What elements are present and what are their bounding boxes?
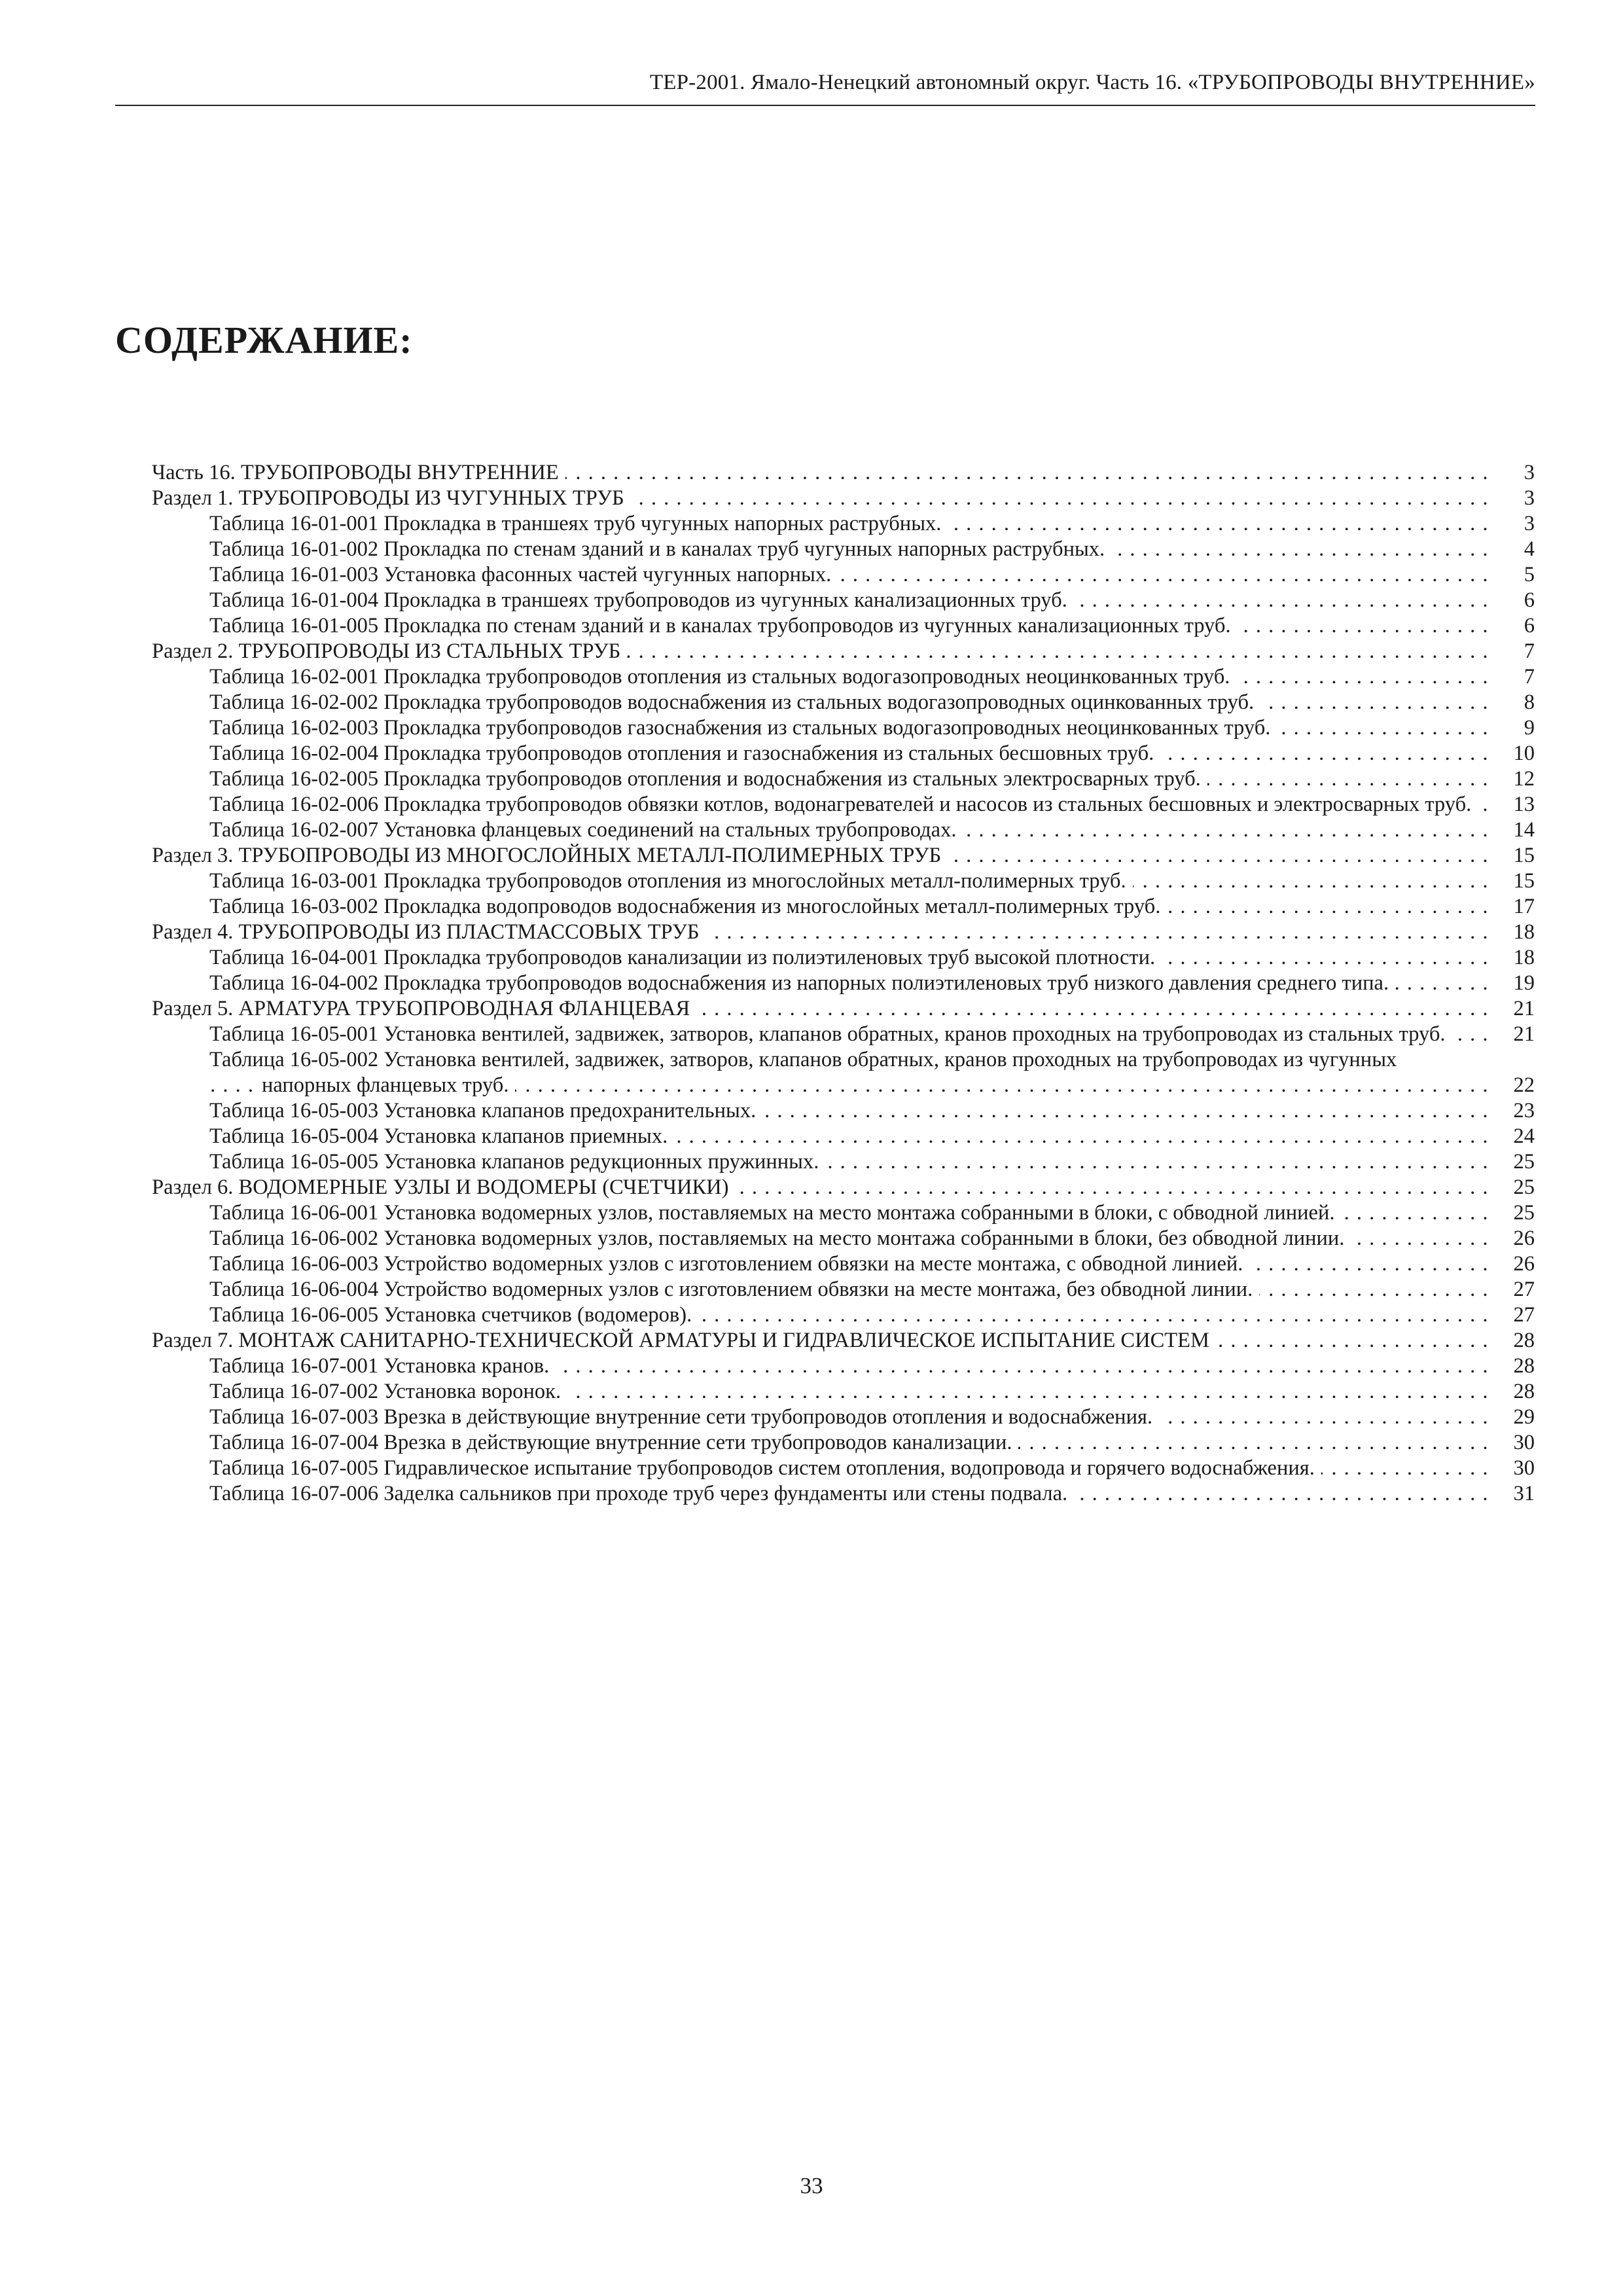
toc-section-entry[interactable] (152, 460, 1535, 486)
toc-entry-title (209, 1124, 1489, 1149)
toc-table-entry[interactable] (152, 1226, 1535, 1251)
toc-entry-label: Таблица 16-03-001 Прокладка трубопроводов отопления из многослойных металл-полимерных труб. (209, 869, 1133, 893)
toc-page-number: 18 (1489, 920, 1535, 945)
toc-table-entry[interactable] (152, 1022, 1535, 1047)
toc-table-entry[interactable] (152, 1354, 1535, 1379)
toc-page-number: 25 (1489, 1175, 1535, 1200)
toc-page-number: 5 (1489, 562, 1535, 588)
toc-page-number: 26 (1489, 1226, 1535, 1251)
toc-entry-title (152, 843, 1489, 869)
toc-entry-label: Таблица 16-01-002 Прокладка по стенам зданий и в каналах труб чугунных напорных раструбных. (209, 537, 1111, 561)
toc-table-entry[interactable] (152, 1149, 1535, 1175)
toc-table-entry[interactable] (152, 741, 1535, 766)
toc-page-number: 10 (1489, 741, 1535, 766)
toc-page-number: 18 (1489, 945, 1535, 971)
toc-page-number: 15 (1489, 869, 1535, 894)
toc-page-number: 25 (1489, 1149, 1535, 1175)
toc-entry-label: Раздел 2. ТРУБОПРОВОДЫ ИЗ СТАЛЬНЫХ ТРУБ (152, 639, 627, 663)
toc-page-number: 14 (1489, 817, 1535, 843)
toc-table-entry[interactable] (152, 1200, 1535, 1226)
running-header: ТЕР-2001. Ямало-Ненецкий автономный округ. Часть 16. «ТРУБОПРОВОДЫ ВНУТРЕННИЕ» (649, 71, 1535, 94)
toc-section-entry[interactable] (152, 486, 1535, 511)
toc-entry-label: Таблица 16-02-006 Прокладка трубопроводов обвязки котлов, водонагревателей и насосов из стальных бесшовных и электросварных труб. (209, 793, 1478, 816)
toc-page-number: 27 (1489, 1302, 1535, 1328)
toc-table-entry[interactable] (152, 1277, 1535, 1302)
toc-page-number: 3 (1489, 511, 1535, 537)
toc-page-number: 28 (1489, 1328, 1535, 1354)
table-of-contents (152, 460, 1535, 1507)
toc-page-number: 22 (1489, 1073, 1535, 1098)
toc-entry-title (209, 741, 1489, 766)
toc-entry-title (152, 1175, 1489, 1200)
toc-table-entry[interactable] (152, 869, 1535, 894)
toc-page-number: 13 (1489, 792, 1535, 817)
toc-entry-label: Таблица 16-01-004 Прокладка в траншеях трубопроводов из чугунных канализационных труб. (209, 588, 1074, 612)
toc-entry-label: Таблица 16-02-001 Прокладка трубопроводов отопления из стальных водогазопроводных неоцинкованных труб. (209, 665, 1236, 689)
toc-entry-title (152, 1328, 1489, 1354)
toc-table-entry[interactable] (152, 588, 1535, 613)
toc-entry-label: Таблица 16-05-003 Установка клапанов предохранительных. (209, 1099, 762, 1122)
toc-entry-label: Раздел 4. ТРУБОПРОВОДЫ ИЗ ПЛАСТМАССОВЫХ ТРУБ (152, 920, 706, 944)
toc-section-entry[interactable] (152, 996, 1535, 1022)
toc-entry-title (152, 460, 1489, 486)
toc-entry-title (209, 1047, 1489, 1098)
toc-entry-title (209, 971, 1489, 996)
toc-entry-label: Раздел 7. МОНТАЖ САНИТАРНО-ТЕХНИЧЕСКОЙ АРМАТУРЫ И ГИДРАВЛИЧЕСКОЕ ИСПЫТАНИЕ СИСТЕМ (152, 1329, 1216, 1352)
toc-table-entry[interactable] (152, 1430, 1535, 1456)
toc-entry-title (209, 1277, 1489, 1302)
toc-page-number: 4 (1489, 537, 1535, 562)
toc-section-entry[interactable] (152, 1175, 1535, 1200)
toc-page-number: 7 (1489, 664, 1535, 690)
toc-page-number: 31 (1489, 1481, 1535, 1507)
toc-page-number: 17 (1489, 894, 1535, 920)
toc-entry-title (209, 1481, 1489, 1507)
toc-entry-label: Раздел 1. ТРУБОПРОВОДЫ ИЗ ЧУГУННЫХ ТРУБ (152, 486, 631, 510)
toc-entry-label: Таблица 16-07-006 Заделка сальников при проходе труб через фундаменты или стены подвала. (209, 1482, 1074, 1505)
toc-table-entry[interactable] (152, 1456, 1535, 1481)
toc-page-number: 28 (1489, 1354, 1535, 1379)
toc-table-entry[interactable] (152, 1379, 1535, 1405)
toc-entry-title (209, 1456, 1489, 1481)
toc-page-number: 12 (1489, 766, 1535, 792)
toc-page-number: 21 (1489, 1022, 1535, 1047)
toc-entry-label: Таблица 16-06-003 Устройство водомерных узлов с изготовлением обвязки на месте монтажа, с обводной линией. (209, 1252, 1249, 1276)
toc-table-entry[interactable] (152, 537, 1535, 562)
toc-table-entry[interactable] (152, 664, 1535, 690)
toc-entry-title (209, 664, 1489, 690)
toc-table-entry[interactable] (152, 894, 1535, 920)
toc-table-entry[interactable] (152, 1124, 1535, 1149)
toc-section-entry[interactable] (152, 639, 1535, 664)
toc-entry-title (152, 486, 1489, 511)
toc-entry-title (209, 1302, 1489, 1328)
toc-entry-label: Таблица 16-02-002 Прокладка трубопроводов водоснабжения из стальных водогазопроводных оцинкованных труб. (209, 691, 1260, 714)
toc-page-number: 30 (1489, 1430, 1535, 1456)
toc-entry-label: Таблица 16-05-002 Установка вентилей, задвижек, затворов, клапанов обратных, кранов проходных на трубопроводах из чугунных напорных фланцевых труб. (209, 1048, 1397, 1097)
toc-entry-title (209, 511, 1489, 537)
toc-entry-label: Таблица 16-01-003 Установка фасонных частей чугунных напорных. (209, 563, 838, 586)
toc-page-number: 24 (1489, 1124, 1535, 1149)
toc-entry-label: Таблица 16-06-004 Устройство водомерных узлов с изготовлением обвязки на месте монтажа, без обводной линии. (209, 1278, 1259, 1301)
toc-page-number: 23 (1489, 1098, 1535, 1124)
toc-page-number: 25 (1489, 1200, 1535, 1226)
toc-table-entry[interactable] (152, 1251, 1535, 1277)
toc-table-entry[interactable] (152, 971, 1535, 996)
toc-page-number: 30 (1489, 1456, 1535, 1481)
toc-page-number: 19 (1489, 971, 1535, 996)
toc-entry-title (209, 588, 1489, 613)
page-number: 33 (800, 2173, 823, 2198)
toc-table-entry[interactable] (152, 792, 1535, 817)
toc-entry-label: Таблица 16-07-002 Установка воронок. (209, 1380, 567, 1403)
toc-page-number: 27 (1489, 1277, 1535, 1302)
toc-entry-title (209, 1354, 1489, 1379)
toc-page-number: 21 (1489, 996, 1535, 1022)
header-rule (115, 105, 1535, 106)
toc-entry-label: Таблица 16-07-004 Врезка в действующие внутренние сети трубопроводов канализации. (209, 1431, 1018, 1454)
toc-table-entry[interactable] (152, 766, 1535, 792)
toc-entry-title (209, 715, 1489, 741)
toc-entry-title (209, 1200, 1489, 1226)
toc-page-number: 28 (1489, 1379, 1535, 1405)
toc-entry-title (209, 1149, 1489, 1175)
toc-entry-title (209, 1430, 1489, 1456)
toc-entry-title (209, 1226, 1489, 1251)
toc-entry-label: Таблица 16-04-002 Прокладка трубопроводов водоснабжения из напорных полиэтиленовых труб низкого давления среднего типа. (209, 971, 1395, 995)
toc-entry-title (209, 792, 1489, 817)
toc-page-number: 3 (1489, 460, 1535, 486)
toc-entry-label: Таблица 16-05-001 Установка вентилей, задвижек, затворов, клапанов обратных, кранов проходных на трубопроводах из стальных труб. (209, 1022, 1452, 1046)
toc-entry-title (209, 1251, 1489, 1277)
toc-entry-label: Раздел 3. ТРУБОПРОВОДЫ ИЗ МНОГОСЛОЙНЫХ МЕТАЛЛ-ПОЛИМЕРНЫХ ТРУБ (152, 844, 948, 867)
toc-entry-title (209, 613, 1489, 639)
toc-entry-title (209, 817, 1489, 843)
toc-entry-label: Таблица 16-06-002 Установка водомерных узлов, поставляемых на место монтажа собранными в блоки, без обводной линии. (209, 1227, 1351, 1250)
toc-entry-label: Таблица 16-06-001 Установка водомерных узлов, поставляемых на место монтажа собранными в блоки, с обводной линией. (209, 1201, 1342, 1225)
toc-entry-label: Таблица 16-04-001 Прокладка трубопроводов канализации из полиэтиленовых труб высокой плотности. (209, 946, 1162, 969)
toc-table-entry[interactable] (152, 1047, 1535, 1098)
toc-entry-label: Таблица 16-07-003 Врезка в действующие внутренние сети трубопроводов отопления и водоснабжения. (209, 1405, 1159, 1429)
toc-table-entry[interactable] (152, 511, 1535, 537)
toc-table-entry[interactable] (152, 715, 1535, 741)
toc-section-entry[interactable] (152, 843, 1535, 869)
toc-entry-label: Таблица 16-02-007 Установка фланцевых соединений на стальных трубопроводах. (209, 818, 963, 842)
toc-entry-title (152, 996, 1489, 1022)
toc-page-number: 15 (1489, 843, 1535, 869)
toc-entry-label: Таблица 16-07-005 Гидравлическое испытание трубопроводов систем отопления, водопровода и горячего водоснабжения. (209, 1456, 1321, 1480)
toc-page-number: 26 (1489, 1251, 1535, 1277)
toc-page-number: 7 (1489, 639, 1535, 664)
toc-entry-title (209, 766, 1489, 792)
toc-entry-label: Раздел 5. АРМАТУРА ТРУБОПРОВОДНАЯ ФЛАНЦЕВАЯ (152, 997, 696, 1020)
toc-table-entry[interactable] (152, 945, 1535, 971)
toc-page-number: 6 (1489, 588, 1535, 613)
toc-entry-label: Часть 16. ТРУБОПРОВОДЫ ВНУТРЕННИЕ (152, 461, 565, 484)
toc-entry-title (209, 1098, 1489, 1124)
toc-entry-label: Таблица 16-02-004 Прокладка трубопроводов отопления и газоснабжения из стальных бесшовных труб. (209, 742, 1160, 765)
toc-page-number: 29 (1489, 1405, 1535, 1430)
toc-page-number: 8 (1489, 690, 1535, 715)
toc-section-entry[interactable] (152, 1328, 1535, 1354)
toc-entry-label: Таблица 16-05-005 Установка клапанов редукционных пружинных. (209, 1150, 825, 1174)
toc-entry-label: Таблица 16-01-005 Прокладка по стенам зданий и в каналах трубопроводов из чугунных канализационных труб. (209, 614, 1238, 637)
toc-entry-title (209, 1405, 1489, 1430)
toc-table-entry[interactable] (152, 613, 1535, 639)
toc-entry-title (209, 869, 1489, 894)
toc-entry-title (152, 920, 1489, 945)
toc-entry-title (209, 1379, 1489, 1405)
toc-table-entry[interactable] (152, 1405, 1535, 1430)
toc-heading: СОДЕРЖАНИЕ: (115, 319, 413, 361)
toc-page-number: 6 (1489, 613, 1535, 639)
toc-entry-title (209, 894, 1489, 920)
toc-entry-title (209, 1022, 1489, 1047)
toc-page-number: 9 (1489, 715, 1535, 741)
toc-entry-label: Таблица 16-07-001 Установка кранов. (209, 1354, 556, 1378)
toc-entry-title (209, 562, 1489, 588)
toc-entry-label: Таблица 16-02-003 Прокладка трубопроводов газоснабжения из стальных водогазопроводных неоцинкованных труб. (209, 716, 1277, 740)
toc-entry-title (152, 639, 1489, 664)
toc-table-entry[interactable] (152, 690, 1535, 715)
toc-table-entry[interactable] (152, 1302, 1535, 1328)
toc-entry-title (209, 537, 1489, 562)
toc-entry-label: Таблица 16-06-005 Установка счетчиков (водомеров). (209, 1303, 698, 1327)
toc-entry-title (209, 945, 1489, 971)
toc-entry-label: Таблица 16-01-001 Прокладка в траншеях труб чугунных напорных раструбных. (209, 512, 948, 535)
toc-table-entry[interactable] (152, 1098, 1535, 1124)
toc-section-entry[interactable] (152, 920, 1535, 945)
toc-entry-label: Таблица 16-03-002 Прокладка водопроводов водоснабжения из многослойных металл-полимерных труб. (209, 895, 1167, 918)
toc-entry-label: Таблица 16-02-005 Прокладка трубопроводов отопления и водоснабжения из стальных электросварных труб. (209, 767, 1207, 791)
toc-entry-label: Раздел 6. ВОДОМЕРНЫЕ УЗЛЫ И ВОДОМЕРЫ (СЧЕТЧИКИ) (152, 1175, 735, 1199)
toc-page-number: 3 (1489, 486, 1535, 511)
toc-entry-label: Таблица 16-05-004 Установка клапанов приемных. (209, 1124, 674, 1148)
toc-table-entry[interactable] (152, 817, 1535, 843)
toc-table-entry[interactable] (152, 562, 1535, 588)
toc-table-entry[interactable] (152, 1481, 1535, 1507)
toc-entry-title (209, 690, 1489, 715)
